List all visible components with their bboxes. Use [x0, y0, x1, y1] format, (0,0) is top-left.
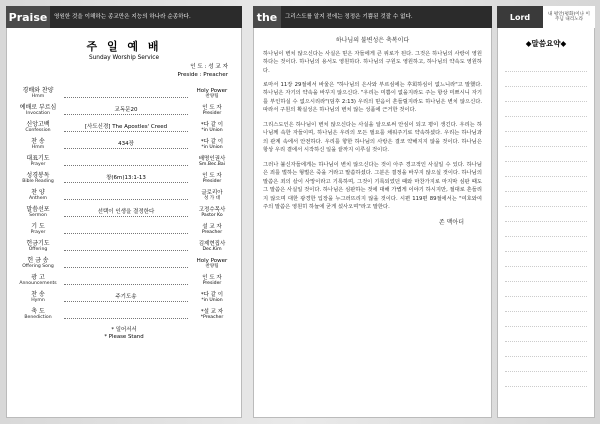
order-item-detail	[64, 140, 188, 149]
order-leader-en: *in Union	[201, 298, 223, 304]
order-item-detail	[64, 123, 188, 132]
order-item-en: Anthem	[28, 196, 48, 202]
order-item-name	[16, 105, 60, 117]
order-item-name	[16, 309, 60, 321]
worship-order-row	[16, 238, 232, 255]
order-item-name	[16, 122, 60, 134]
order-item-ko: 헌 금 송	[27, 256, 49, 264]
order-item-en: Bible Reading	[22, 179, 54, 185]
order-item-detail	[64, 225, 188, 234]
article-paragraph: 그러나 불신자들에게는 하나님이 변치 않으신다는 것이 아주 경고적인 사실일 수 있다. 하나님은 죄를 벌하는 형벌은 죽을 거라고 말씀하셨다. 그분은 결정을 바꾸지 않으실 것이다. 하나님의 말씀은 죄의 삯이 사망이라고 기록하며, 그것이 기록되었던 때와 마찬가지로 마지막 심판 때도 그 말씀은 사실일 것이다. 하나님은 심판하는 것에 대해 가볍게 이야기 하시지만, 절대로 흔들리지 않으며 대한 광경한 입장을 누그러뜨리지 않을 것이다. 시편 119편 89절에서는 "여호와여 주의 말씀은 영원히 하늘에 굳게 섰사오며"라고 말한다.	[263, 161, 482, 211]
order-leader-en: 찬양팀	[205, 264, 219, 270]
order-item-en: Offering Song	[22, 264, 54, 270]
order-item-ko: 대표기도	[26, 154, 50, 162]
order-item-detail-text: 434장	[118, 141, 134, 148]
order-item-ko: 찬 송	[31, 290, 45, 298]
order-item-en: Announcements	[19, 281, 57, 287]
order-item-leader	[192, 292, 232, 304]
worship-order-row	[16, 102, 232, 119]
article-paragraph: 하나님이 변치 않으신다는 사실은 믿은 자들에게 큰 위로가 된다. 그것은 하나님의 사랑이 영원하다는 것이다. 하나님의 용서도 영원하다. 하나님의 구원도 영원하고, 하나님의 약속도 영원하다.	[263, 50, 482, 74]
order-item-detail	[64, 259, 188, 268]
order-item-name	[16, 88, 60, 100]
order-leader-ko: 글로리아	[201, 189, 223, 196]
order-item-ko: 축 도	[31, 307, 45, 315]
order-item-name	[16, 241, 60, 253]
order-item-detail-text	[124, 192, 128, 198]
order-item-leader	[192, 224, 232, 236]
order-item-detail	[64, 310, 188, 319]
order-item-detail-text: 창(6m)13:1-13	[106, 175, 146, 182]
order-item-leader	[192, 241, 232, 253]
order-item-name	[16, 139, 60, 151]
order-item-detail	[64, 276, 188, 285]
order-item-leader	[192, 88, 232, 100]
worship-order-row	[16, 170, 232, 187]
order-item-detail-text: 교독문20	[114, 107, 138, 114]
order-leader-ko: 인 도 자	[202, 172, 222, 179]
order-item-en: Hmm	[31, 145, 45, 151]
order-leader-en: Presider	[202, 281, 222, 287]
order-leader-en: 성 가 대	[203, 196, 221, 202]
order-leader-en: Sm.Bec.Bai	[198, 162, 226, 168]
order-item-ko: 광 고	[31, 273, 45, 281]
article-paragraph: 그리스도인은 하나님이 변치 않으신다는 사실을 알으로써 안심이 되고 평이 생긴다. 우리는 하나님께 속한 자들이며, 하나님은 우리의 모든 필요를 채워주기로 약속하셨다. 우리는 하나님과의 관계 속에서 안전하다. 우리를 향한 하나님의 사랑은 결코 약해지지 않을 것이다. 하나님은 항상 우리 곁에서 시작하신 일을 끝까지 이루실 것이다.	[263, 121, 482, 154]
order-item-detail-text	[124, 243, 128, 249]
order-item-en: Prayer	[30, 162, 46, 168]
header-tag: Praise	[6, 6, 50, 28]
order-item-en: Benediction	[24, 315, 52, 321]
presider-ko: 인 도 : 성 교 자	[190, 64, 228, 70]
order-leader-en: *in Union	[201, 128, 223, 134]
sermon-notes-panel	[497, 6, 595, 418]
stand-en: * Please Stand	[104, 334, 144, 341]
order-leader-en: *in Union	[201, 145, 223, 151]
order-item-leader	[192, 139, 232, 151]
panel-header	[497, 6, 595, 28]
order-item-detail-text: 선택이 인생을 결정한다	[97, 209, 155, 216]
order-item-detail-text	[124, 260, 128, 266]
order-item-ko: 성경봉독	[26, 171, 50, 179]
header-verse: 영원한 것을 이해하는 종교만은 지능의 하나라 순종하다.	[54, 13, 191, 20]
order-item-leader	[192, 190, 232, 202]
page-title: 주 일 예 배	[86, 40, 162, 53]
order-item-ko: 헌금기도	[26, 239, 50, 247]
order-item-name	[16, 258, 60, 270]
order-item-detail	[64, 106, 188, 115]
order-item-name	[16, 190, 60, 202]
stand-ko: * 일어서서	[111, 327, 137, 334]
order-item-en: Hymn	[31, 298, 45, 304]
order-item-name	[16, 156, 60, 168]
order-leader-ko: *설 교 자	[200, 308, 224, 315]
order-item-detail-text: 주기도송	[115, 294, 137, 301]
order-leader-ko: 인 도 자	[202, 274, 222, 281]
worship-order-row	[16, 221, 232, 238]
sermon-reading-panel	[253, 6, 492, 418]
article-paragraph: 로마서 11장 29절에서 바울은 "하나님의 은사와 부르심에는 후회하심이 없느니라"고 말했다. 하나님은 자기의 약속을 바꾸지 않으신다. "우리는 미쁨이 없을지라도 주는 항상 미쁘시니 자기를 부인하실 수 없으시리라"(딤후 2:13) 우리의 믿음이 흔들릴지라도 하나님은 변치 않으신다. 따라서 구원의 확실성은 하나님의 변치 않는 성품에 근거한 것이다.	[263, 82, 482, 114]
order-item-detail	[64, 89, 188, 98]
order-item-detail	[64, 157, 188, 166]
order-item-detail	[64, 242, 188, 251]
worship-order-row	[16, 136, 232, 153]
order-item-leader	[192, 156, 232, 168]
order-item-detail-text: [사도신경] The Apostles' Creed	[84, 124, 168, 131]
order-item-leader	[192, 275, 232, 287]
article-heading: 하나님의 불변성은 축복이다	[335, 37, 410, 44]
order-leader-en: 찬양팀	[205, 94, 219, 100]
order-item-detail-text	[124, 158, 128, 164]
worship-order-row	[16, 306, 232, 323]
panel-header	[6, 6, 242, 28]
worship-order-list	[16, 85, 232, 323]
order-item-name	[16, 224, 60, 236]
order-item-ko: 예배로 부르심	[19, 103, 57, 111]
order-leader-ko: Holy Power	[196, 87, 228, 94]
presider-info	[6, 64, 242, 79]
header-verse: 내 평안(평화)이나 이 주님 내리노라	[547, 11, 590, 22]
order-item-leader	[192, 309, 232, 321]
notes-title: ◆말씀요약◆	[525, 39, 567, 48]
order-item-en: Hmm	[31, 94, 45, 100]
order-item-en: Prayer	[30, 230, 46, 236]
order-item-en: Offering	[28, 247, 48, 253]
order-item-leader	[192, 173, 232, 185]
order-leader-ko: 고정수목사	[198, 206, 226, 213]
order-leader-en: Preacher	[201, 230, 223, 236]
header-tag: the	[253, 6, 281, 28]
notes-lines	[505, 57, 587, 387]
order-item-ko: 찬 양	[31, 188, 45, 196]
order-item-name	[16, 207, 60, 219]
order-item-leader	[192, 105, 232, 117]
header-verse: 그리스도를 알지 전에는 정정은 기쁨된 것잘 수 없다.	[285, 13, 413, 20]
worship-order-row	[16, 119, 232, 136]
order-item-detail-text	[124, 226, 128, 232]
worship-order-row	[16, 187, 232, 204]
worship-order-row	[16, 85, 232, 102]
order-leader-ko: 인 도 자	[202, 104, 222, 111]
order-item-ko: 말씀선포	[26, 205, 50, 213]
order-leader-en: Pastor Ko	[201, 213, 223, 219]
order-item-en: Sermon	[29, 213, 47, 219]
order-leader-ko: *다 같 이	[200, 138, 224, 145]
order-item-detail-text	[124, 277, 128, 283]
order-item-detail	[64, 293, 188, 302]
order-leader-ko: 설 교 자	[202, 223, 222, 230]
worship-order-row	[16, 272, 232, 289]
order-item-detail	[64, 208, 188, 217]
order-item-ko: 찬 송	[31, 137, 45, 145]
header-tag: Lord	[497, 6, 543, 28]
worship-order-row	[16, 204, 232, 221]
worship-order-row	[16, 153, 232, 170]
worship-order-row	[16, 289, 232, 306]
order-leader-en: Dec.Kim	[202, 247, 222, 253]
order-item-en: Confession	[25, 128, 51, 134]
order-item-detail	[64, 191, 188, 200]
panel-header	[253, 6, 492, 28]
order-leader-en: Presider	[202, 111, 222, 117]
page-subtitle: Sunday Worship Service	[88, 55, 160, 61]
order-leader-ko: 배명인권사	[198, 155, 226, 162]
article-author: 존 맥아더	[438, 218, 464, 226]
order-item-ko: 기 도	[31, 222, 45, 230]
order-item-detail-text	[124, 90, 128, 96]
order-item-leader	[192, 122, 232, 134]
order-leader-ko: *다 같 이	[200, 121, 224, 128]
order-item-name	[16, 275, 60, 287]
order-leader-ko: 김제현집사	[198, 240, 226, 247]
order-item-name	[16, 292, 60, 304]
order-leader-en: *Preacher	[200, 315, 224, 321]
order-item-leader	[192, 207, 232, 219]
order-item-detail	[64, 174, 188, 183]
order-item-detail-text	[124, 311, 128, 317]
worship-order-panel	[6, 6, 242, 418]
order-leader-ko: *다 같 이	[200, 291, 224, 298]
order-item-ko: 경배와 찬양	[22, 86, 54, 94]
order-item-en: Invocation	[26, 111, 50, 117]
order-leader-ko: Holy Power	[196, 257, 228, 264]
order-item-leader	[192, 258, 232, 270]
article-body	[253, 28, 492, 227]
order-leader-en: Presider	[202, 179, 222, 185]
worship-order-row	[16, 255, 232, 272]
order-item-name	[16, 173, 60, 185]
order-item-ko: 신앙고백	[26, 120, 50, 128]
presider-en: Preside : Preacher	[177, 71, 228, 78]
stand-note	[6, 327, 242, 341]
